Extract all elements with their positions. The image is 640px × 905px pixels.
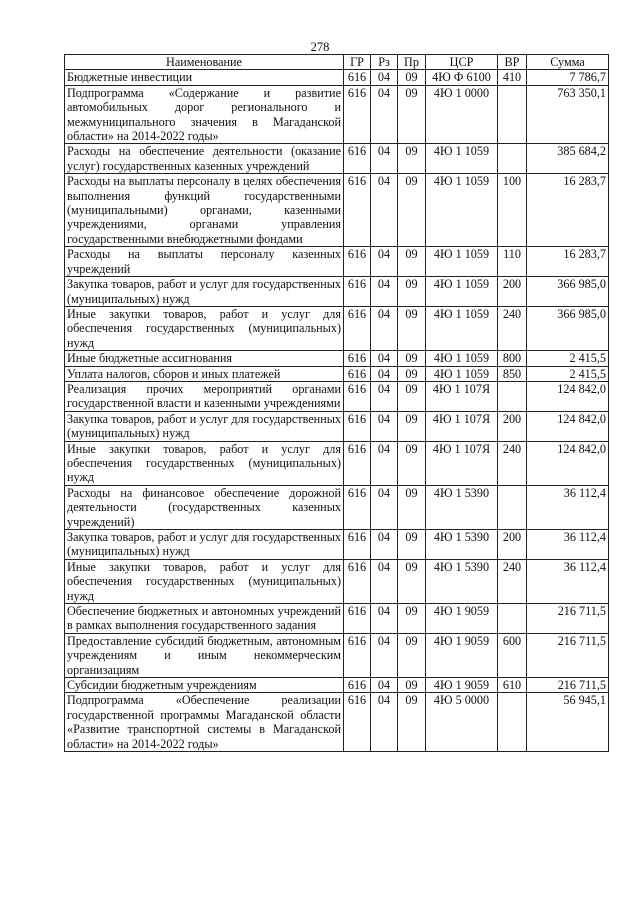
cell-name: Обеспечение бюджетных и автономных учреждений в рамках выполнения государственного задания bbox=[65, 604, 344, 634]
table-row bbox=[65, 351, 609, 366]
cell-rz: 04 bbox=[371, 277, 398, 307]
cell-vr: 850 bbox=[498, 366, 527, 381]
cell-sum: 2 415,5 bbox=[527, 366, 609, 381]
cell-gr: 616 bbox=[344, 441, 371, 485]
cell-sum: 216 711,5 bbox=[527, 604, 609, 634]
cell-rz: 04 bbox=[371, 678, 398, 693]
table-header-row bbox=[65, 55, 609, 70]
cell-pr: 09 bbox=[398, 441, 426, 485]
cell-pr: 09 bbox=[398, 485, 426, 529]
table-row bbox=[65, 485, 609, 529]
cell-pr: 09 bbox=[398, 174, 426, 247]
table-row bbox=[65, 678, 609, 693]
cell-name: Реализация прочих мероприятий органами государственной власти и казенными учреждениями bbox=[65, 381, 344, 411]
cell-gr: 616 bbox=[344, 693, 371, 752]
cell-csr: 4Ю 1 1059 bbox=[426, 277, 498, 307]
cell-rz: 04 bbox=[371, 247, 398, 277]
cell-gr: 616 bbox=[344, 174, 371, 247]
cell-rz: 04 bbox=[371, 530, 398, 560]
cell-vr: 610 bbox=[498, 678, 527, 693]
cell-sum: 216 711,5 bbox=[527, 633, 609, 677]
cell-pr: 09 bbox=[398, 678, 426, 693]
table-row bbox=[65, 70, 609, 85]
cell-vr: 240 bbox=[498, 559, 527, 603]
cell-csr: 4Ю 1 9059 bbox=[426, 633, 498, 677]
table-body bbox=[65, 70, 609, 752]
cell-pr: 09 bbox=[398, 306, 426, 350]
cell-gr: 616 bbox=[344, 366, 371, 381]
cell-rz: 04 bbox=[371, 144, 398, 174]
table-row bbox=[65, 174, 609, 247]
cell-vr bbox=[498, 604, 527, 634]
cell-vr: 410 bbox=[498, 70, 527, 85]
cell-pr: 09 bbox=[398, 85, 426, 144]
cell-name: Бюджетные инвестиции bbox=[65, 70, 344, 85]
cell-rz: 04 bbox=[371, 306, 398, 350]
cell-name: Иные закупки товаров, работ и услуг для обеспечения государственных (муниципальных) нужд bbox=[65, 559, 344, 603]
table-row bbox=[65, 411, 609, 441]
cell-pr: 09 bbox=[398, 381, 426, 411]
cell-gr: 616 bbox=[344, 381, 371, 411]
cell-csr: 4Ю 1 1059 bbox=[426, 351, 498, 366]
cell-sum: 16 283,7 bbox=[527, 247, 609, 277]
header-pr: Пр bbox=[398, 55, 426, 70]
cell-name: Закупка товаров, работ и услуг для государственных (муниципальных) нужд bbox=[65, 530, 344, 560]
cell-csr: 4Ю 1 5390 bbox=[426, 559, 498, 603]
cell-name: Иные бюджетные ассигнования bbox=[65, 351, 344, 366]
cell-csr: 4Ю 1 1059 bbox=[426, 306, 498, 350]
table-row bbox=[65, 530, 609, 560]
cell-sum: 16 283,7 bbox=[527, 174, 609, 247]
cell-name: Расходы на финансовое обеспечение дорожной деятельности (государственных казенных учреждений) bbox=[65, 485, 344, 529]
header-rz: Рз bbox=[371, 55, 398, 70]
cell-name: Закупка товаров, работ и услуг для государственных (муниципальных) нужд bbox=[65, 411, 344, 441]
cell-pr: 09 bbox=[398, 693, 426, 752]
cell-sum: 385 684,2 bbox=[527, 144, 609, 174]
cell-vr: 200 bbox=[498, 530, 527, 560]
cell-gr: 616 bbox=[344, 85, 371, 144]
cell-sum: 124 842,0 bbox=[527, 441, 609, 485]
cell-rz: 04 bbox=[371, 70, 398, 85]
header-vr: ВР bbox=[498, 55, 527, 70]
cell-csr: 4Ю 1 9059 bbox=[426, 678, 498, 693]
cell-gr: 616 bbox=[344, 411, 371, 441]
table-row bbox=[65, 85, 609, 144]
cell-csr: 4Ю 1 1059 bbox=[426, 366, 498, 381]
cell-csr: 4Ю 1 9059 bbox=[426, 604, 498, 634]
cell-csr: 4Ю 1 107Я bbox=[426, 411, 498, 441]
cell-csr: 4Ю 5 0000 bbox=[426, 693, 498, 752]
cell-sum: 124 842,0 bbox=[527, 381, 609, 411]
cell-csr: 4Ю 1 107Я bbox=[426, 381, 498, 411]
table-row bbox=[65, 604, 609, 634]
table-row bbox=[65, 144, 609, 174]
cell-sum: 763 350,1 bbox=[527, 85, 609, 144]
cell-pr: 09 bbox=[398, 144, 426, 174]
cell-gr: 616 bbox=[344, 678, 371, 693]
cell-csr: 4Ю 1 107Я bbox=[426, 441, 498, 485]
cell-name: Подпрограмма «Обеспечение реализации государственной программы Магаданской области «Развитие транспортной системы в Магаданской области» на 2014-2022 годы» bbox=[65, 693, 344, 752]
header-csr: ЦСР bbox=[426, 55, 498, 70]
cell-name: Иные закупки товаров, работ и услуг для обеспечения государственных (муниципальных) нужд bbox=[65, 441, 344, 485]
cell-rz: 04 bbox=[371, 633, 398, 677]
cell-vr: 240 bbox=[498, 306, 527, 350]
cell-vr: 200 bbox=[498, 277, 527, 307]
table-row bbox=[65, 277, 609, 307]
cell-rz: 04 bbox=[371, 559, 398, 603]
cell-vr bbox=[498, 144, 527, 174]
cell-csr: 4Ю Ф 6100 bbox=[426, 70, 498, 85]
cell-rz: 04 bbox=[371, 693, 398, 752]
cell-rz: 04 bbox=[371, 174, 398, 247]
cell-rz: 04 bbox=[371, 351, 398, 366]
cell-gr: 616 bbox=[344, 247, 371, 277]
cell-vr bbox=[498, 693, 527, 752]
cell-pr: 09 bbox=[398, 604, 426, 634]
cell-rz: 04 bbox=[371, 604, 398, 634]
table-row bbox=[65, 693, 609, 752]
cell-pr: 09 bbox=[398, 277, 426, 307]
table-row bbox=[65, 559, 609, 603]
table-row bbox=[65, 247, 609, 277]
header-gr: ГР bbox=[344, 55, 371, 70]
cell-pr: 09 bbox=[398, 70, 426, 85]
cell-gr: 616 bbox=[344, 70, 371, 85]
cell-rz: 04 bbox=[371, 441, 398, 485]
cell-name: Субсидии бюджетным учреждениям bbox=[65, 678, 344, 693]
page-number: 278 bbox=[310, 40, 330, 54]
cell-sum: 366 985,0 bbox=[527, 277, 609, 307]
cell-gr: 616 bbox=[344, 351, 371, 366]
cell-sum: 366 985,0 bbox=[527, 306, 609, 350]
cell-gr: 616 bbox=[344, 144, 371, 174]
cell-rz: 04 bbox=[371, 366, 398, 381]
cell-rz: 04 bbox=[371, 485, 398, 529]
cell-vr bbox=[498, 485, 527, 529]
cell-name: Расходы на выплаты персоналу казенных учреждений bbox=[65, 247, 344, 277]
cell-name: Иные закупки товаров, работ и услуг для обеспечения государственных (муниципальных) нужд bbox=[65, 306, 344, 350]
cell-rz: 04 bbox=[371, 411, 398, 441]
cell-sum: 56 945,1 bbox=[527, 693, 609, 752]
cell-csr: 4Ю 1 5390 bbox=[426, 530, 498, 560]
cell-rz: 04 bbox=[371, 85, 398, 144]
table-row bbox=[65, 306, 609, 350]
cell-gr: 616 bbox=[344, 559, 371, 603]
cell-pr: 09 bbox=[398, 247, 426, 277]
cell-pr: 09 bbox=[398, 351, 426, 366]
cell-vr: 600 bbox=[498, 633, 527, 677]
cell-sum: 124 842,0 bbox=[527, 411, 609, 441]
table-row bbox=[65, 381, 609, 411]
cell-rz: 04 bbox=[371, 381, 398, 411]
cell-gr: 616 bbox=[344, 277, 371, 307]
cell-csr: 4Ю 1 1059 bbox=[426, 247, 498, 277]
cell-csr: 4Ю 1 1059 bbox=[426, 144, 498, 174]
table-row bbox=[65, 366, 609, 381]
cell-gr: 616 bbox=[344, 530, 371, 560]
cell-name: Расходы на обеспечение деятельности (оказание услуг) государственных казенных учреждений bbox=[65, 144, 344, 174]
cell-name: Расходы на выплаты персоналу в целях обеспечения выполнения функций государственными (муниципальными) органами, казенными учреждениями, органами управления государственными внебюджетными фондами bbox=[65, 174, 344, 247]
cell-sum: 216 711,5 bbox=[527, 678, 609, 693]
header-name: Наименование bbox=[65, 55, 344, 70]
cell-vr: 800 bbox=[498, 351, 527, 366]
cell-sum: 7 786,7 bbox=[527, 70, 609, 85]
cell-gr: 616 bbox=[344, 485, 371, 529]
cell-vr bbox=[498, 381, 527, 411]
cell-gr: 616 bbox=[344, 604, 371, 634]
cell-vr bbox=[498, 85, 527, 144]
cell-csr: 4Ю 1 1059 bbox=[426, 174, 498, 247]
cell-sum: 36 112,4 bbox=[527, 559, 609, 603]
cell-name: Подпрограмма «Содержание и развитие автомобильных дорог регионального и межмуниципального значения в Магаданской области» на 2014-2022 годы» bbox=[65, 85, 344, 144]
cell-vr: 110 bbox=[498, 247, 527, 277]
cell-pr: 09 bbox=[398, 366, 426, 381]
cell-pr: 09 bbox=[398, 530, 426, 560]
cell-vr: 100 bbox=[498, 174, 527, 247]
cell-pr: 09 bbox=[398, 559, 426, 603]
cell-gr: 616 bbox=[344, 306, 371, 350]
cell-vr: 240 bbox=[498, 441, 527, 485]
cell-gr: 616 bbox=[344, 633, 371, 677]
cell-csr: 4Ю 1 5390 bbox=[426, 485, 498, 529]
cell-name: Уплата налогов, сборов и иных платежей bbox=[65, 366, 344, 381]
cell-csr: 4Ю 1 0000 bbox=[426, 85, 498, 144]
cell-vr: 200 bbox=[498, 411, 527, 441]
table-row bbox=[65, 633, 609, 677]
table-row bbox=[65, 441, 609, 485]
cell-sum: 36 112,4 bbox=[527, 485, 609, 529]
cell-sum: 2 415,5 bbox=[527, 351, 609, 366]
header-sum: Сумма bbox=[527, 55, 609, 70]
cell-name: Закупка товаров, работ и услуг для государственных (муниципальных) нужд bbox=[65, 277, 344, 307]
cell-pr: 09 bbox=[398, 633, 426, 677]
cell-name: Предоставление субсидий бюджетным, автономным учреждениям и иным некоммерческим организациям bbox=[65, 633, 344, 677]
cell-pr: 09 bbox=[398, 411, 426, 441]
cell-sum: 36 112,4 bbox=[527, 530, 609, 560]
budget-table bbox=[64, 54, 609, 752]
